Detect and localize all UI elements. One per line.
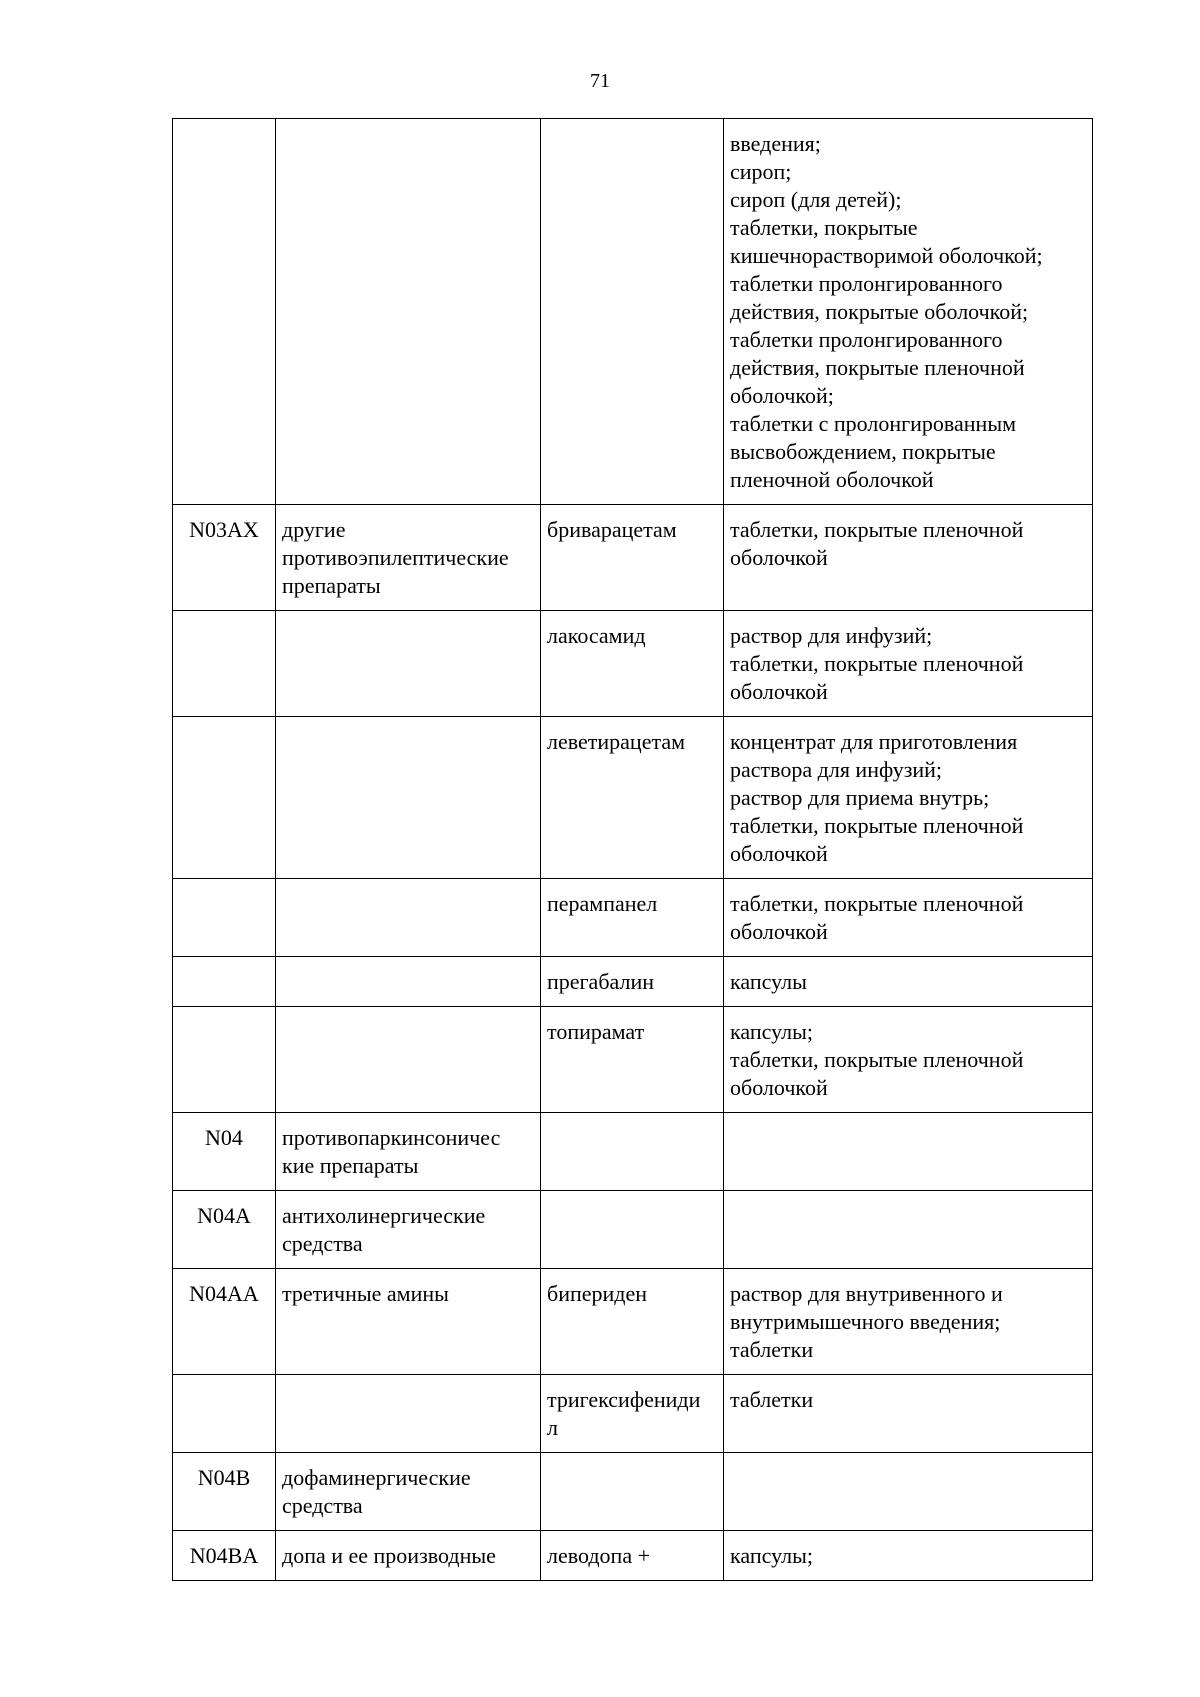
table-row (173, 957, 1093, 1007)
form-line: пленочной оболочкой (730, 467, 934, 492)
atc-code (173, 879, 276, 957)
form-line: таблетки, покрытые (730, 215, 918, 240)
drug-name: топирамат (541, 1007, 724, 1113)
drug-name (541, 1113, 724, 1191)
group-name (276, 505, 541, 611)
table-row (173, 1191, 1093, 1269)
group-name (276, 1269, 541, 1375)
form-line: капсулы; (730, 1543, 813, 1568)
atc-code (173, 1375, 276, 1453)
drug-name (541, 1375, 724, 1453)
group-line: допа и ее производные (282, 1543, 496, 1568)
form-line: кишечнорастворимой оболочкой; (730, 243, 1043, 268)
table-row (173, 119, 1093, 505)
table-row (173, 505, 1093, 611)
page-number: 71 (590, 70, 610, 92)
form-line: раствора для инфузий; (730, 757, 943, 782)
drug-name: бриварацетам (541, 505, 724, 611)
group-line: противопаркинсоничес (282, 1125, 501, 1150)
form-line: действия, покрытые оболочкой; (730, 299, 1029, 324)
form-line: таблетки (730, 1387, 814, 1412)
group-name (276, 879, 541, 957)
form-line: таблетки, покрытые пленочной (730, 813, 1024, 838)
drug-table (172, 118, 1093, 1581)
group-name (276, 611, 541, 717)
table-row (173, 611, 1093, 717)
dosage-forms (724, 1007, 1093, 1113)
dosage-forms (724, 879, 1093, 957)
atc-code: N04 (173, 1113, 276, 1191)
atc-code: N04B (173, 1453, 276, 1531)
dosage-forms (724, 1531, 1093, 1581)
dosage-forms (724, 1453, 1093, 1531)
group-name (276, 717, 541, 879)
dosage-forms (724, 119, 1093, 505)
drug-name (541, 1453, 724, 1531)
dosage-forms (724, 717, 1093, 879)
group-line: дофаминергические (282, 1465, 471, 1490)
drug-name: леветирацетам (541, 717, 724, 879)
atc-code (173, 717, 276, 879)
form-line: введения; (730, 131, 821, 156)
form-line: таблетки (730, 1337, 814, 1362)
form-line: капсулы (730, 969, 807, 994)
form-line: таблетки пролонгированного (730, 327, 1003, 352)
form-line: оболочкой (730, 841, 828, 866)
form-line: действия, покрытые пленочной (730, 355, 1025, 380)
form-line: оболочкой (730, 545, 828, 570)
group-line: антихолинергические (282, 1203, 486, 1228)
form-line: раствор для внутривенного и (730, 1281, 1003, 1306)
form-line: оболочкой (730, 919, 828, 944)
form-line: таблетки пролонгированного (730, 271, 1003, 296)
group-line: средства (282, 1231, 363, 1256)
group-line: средства (282, 1493, 363, 1518)
form-line: концентрат для приготовления (730, 729, 1018, 754)
group-name (276, 1191, 541, 1269)
table-row (173, 1531, 1093, 1581)
name-line: л (547, 1415, 558, 1440)
group-line: другие (282, 517, 346, 542)
group-name (276, 1007, 541, 1113)
group-line: препараты (282, 573, 381, 598)
form-line: таблетки, покрытые пленочной (730, 891, 1024, 916)
table-row (173, 1453, 1093, 1531)
form-line: таблетки, покрытые пленочной (730, 517, 1024, 542)
form-line: сироп; (730, 159, 792, 184)
table-row (173, 1269, 1093, 1375)
dosage-forms (724, 505, 1093, 611)
dosage-forms (724, 1113, 1093, 1191)
name-line: тригексифениди (547, 1387, 701, 1412)
form-line: капсулы; (730, 1019, 813, 1044)
drug-name: прегабалин (541, 957, 724, 1007)
atc-code (173, 1007, 276, 1113)
dosage-forms (724, 1191, 1093, 1269)
table-row (173, 879, 1093, 957)
atc-code (173, 119, 276, 505)
group-name (276, 1113, 541, 1191)
drug-name (541, 119, 724, 505)
atc-code (173, 957, 276, 1007)
drug-name (541, 1191, 724, 1269)
group-name (276, 119, 541, 505)
atc-code (173, 611, 276, 717)
form-line: оболочкой (730, 679, 828, 704)
group-name (276, 1375, 541, 1453)
form-line: таблетки, покрытые пленочной (730, 651, 1024, 676)
atc-code: N04AA (173, 1269, 276, 1375)
drug-name: бипериден (541, 1269, 724, 1375)
form-line: таблетки с пролонгированным (730, 411, 1017, 436)
form-line: раствор для приема внутрь; (730, 785, 990, 810)
drug-name: леводопа + (541, 1531, 724, 1581)
form-line: оболочкой (730, 1075, 828, 1100)
table-row (173, 1007, 1093, 1113)
group-name (276, 1531, 541, 1581)
atc-code: N04BA (173, 1531, 276, 1581)
dosage-forms (724, 1269, 1093, 1375)
table-row (173, 1113, 1093, 1191)
form-line: высвобождением, покрытые (730, 439, 996, 464)
group-name (276, 1453, 541, 1531)
dosage-forms (724, 611, 1093, 717)
group-name (276, 957, 541, 1007)
form-line: раствор для инфузий; (730, 623, 933, 648)
drug-name: лакосамид (541, 611, 724, 717)
group-line: кие препараты (282, 1153, 419, 1178)
group-line: третичные амины (282, 1281, 449, 1306)
dosage-forms (724, 1375, 1093, 1453)
atc-code: N04A (173, 1191, 276, 1269)
form-line: таблетки, покрытые пленочной (730, 1047, 1024, 1072)
table-row (173, 1375, 1093, 1453)
table-row (173, 717, 1093, 879)
form-line: оболочкой; (730, 383, 834, 408)
atc-code: N03AX (173, 505, 276, 611)
drug-name: перампанел (541, 879, 724, 957)
form-line: внутримышечного введения; (730, 1309, 1001, 1334)
group-line: противоэпилептические (282, 545, 509, 570)
form-line: сироп (для детей); (730, 187, 902, 212)
dosage-forms (724, 957, 1093, 1007)
